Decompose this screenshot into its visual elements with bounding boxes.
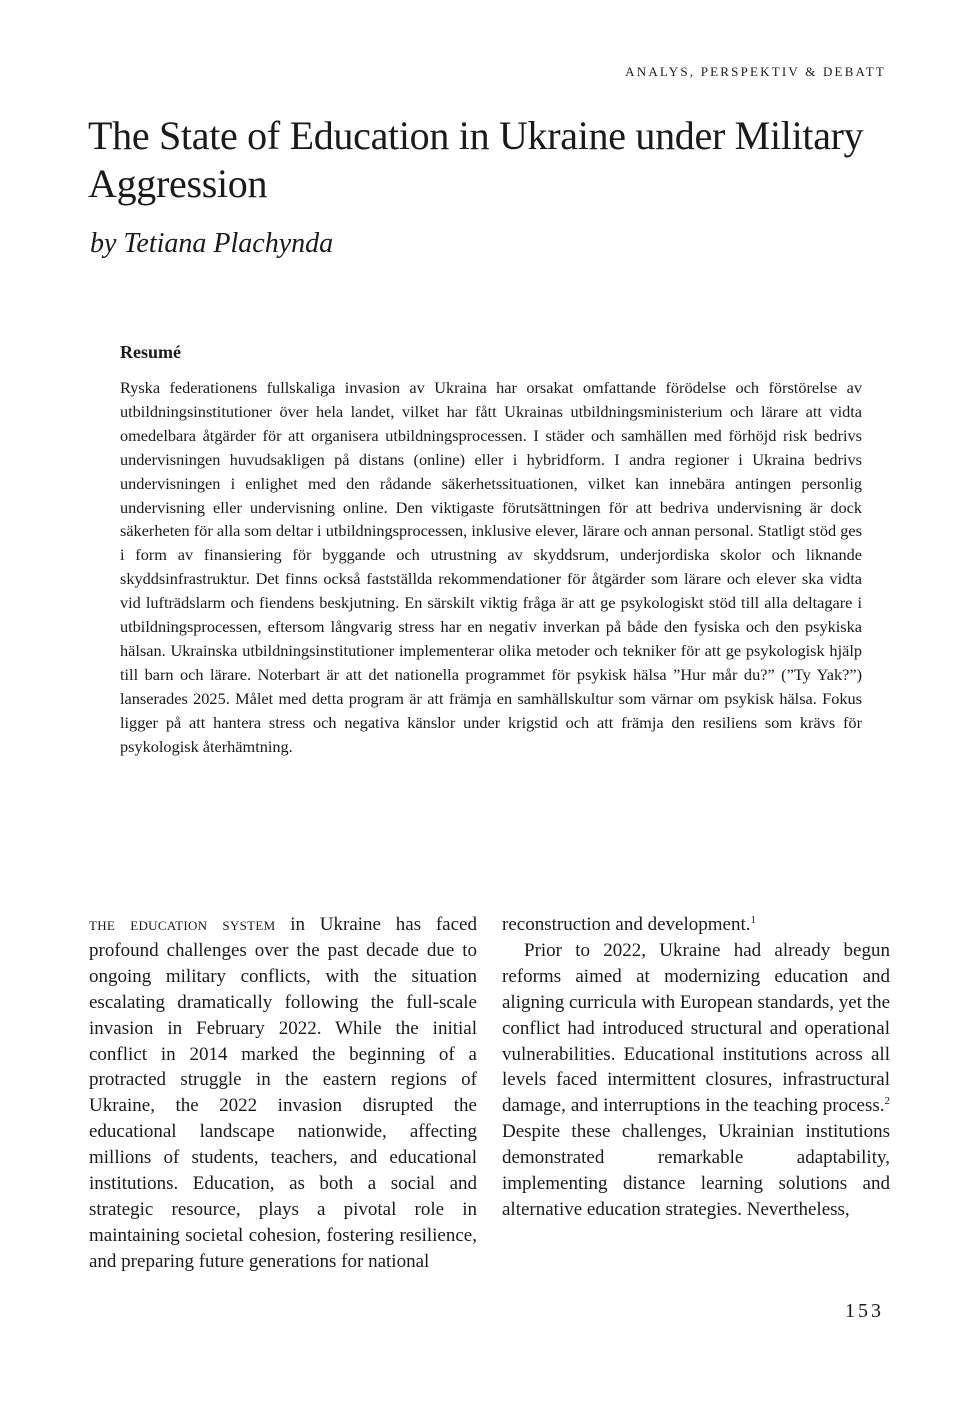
article-title: The State of Education in Ukraine under Military Aggression	[88, 113, 864, 206]
abstract-heading: Resumé	[120, 342, 181, 362]
abstract-text: Ryska federationens fullskaliga invasion av Ukraina har orsakat omfattande förödelse och förstörelse av utbildningsinstitutioner över hela landet, vilket har fått Ukrainas utbildningsministerium och lärare att vidta omedelbara åtgärder för att organisera utbildningsprocessen. I städer och samhällen med förhöjd risk bedrivs undervisningen huvudsakligen på distans (online) eller i hybridform. I andra regioner i Ukraina bedrivs undervisningen i enlighet med den rådande säkerhetssituationen, vilket kan innebära antingen personlig undervisning eller undervisning online. Den viktigaste förutsättningen för att bedriva undervisning är dock säkerheten för alla som deltar i utbildningsprocessen, inklusive elever, lärare och annan personal. Statligt stöd ges i form av finansiering för byggande och utrustning av skyddsrum, underjordiska skolor och liknande skyddsinfrastruktur. Det finns också fastställda rekommendationer för åtgärder som lärare och elever ska vidta vid lufträdslarm och fiendens beskjutning. En särskilt viktig fråga är att ge psykologiskt stöd till alla deltagare i utbildningsprocessen, eftersom långvarig stress har en negativ inverkan på både den fysiska och den psykiska hälsan. Ukrainska utbildningsinstitutioner implementerar olika metoder och tekniker för att ge psykologisk hjälp till barn och lärare. Noterbart är att det nationella programmet för psykisk hälsa ”Hur mår du?” (”Ty Yak?”) lanserades 2025. Målet med detta program är att främja en samhällskultur som värnar om psykisk hälsa. Fokus ligger på att hantera stress och negativa känslor under krigstid och att främja den resiliens som krävs för psykologisk återhämtning.	[120, 378, 862, 756]
lead-in-smallcaps: the education system	[89, 914, 276, 935]
section-label: ANALYS, PERSPEKTIV & DEBATT	[625, 64, 886, 79]
paragraph-text: Prior to 2022, Ukraine had already begun reforms aimed at modernizing education and aligning curricula with European standards, yet the conflict had introduced structural and operational vulnerabilities. Educational institutions across all levels faced intermittent closures, infrastructural damage, and interruptions in the teaching process.	[502, 939, 890, 1117]
footnote-ref[interactable]: 2	[884, 1095, 890, 1108]
paragraph-text: reconstruction and development.	[502, 914, 751, 935]
body-paragraph-continued	[502, 912, 890, 938]
abstract	[120, 342, 862, 759]
paragraph-text: in Ukraine has faced profound challenges over the past decade due to ongoing military conflicts, with the situation escalating dramatically following the full-scale invasion in February 2022. While the initial conflict in 2014 marked the beginning of a protracted struggle in the eastern regions of Ukraine, the 2022 invasion disrupted the educational landscape nationwide, affecting millions of students, teachers, and educational institutions. Education, as both a social and strategic resource, plays a pivotal role in maintaining societal cohesion, fostering resilience, and preparing future generations for national	[89, 914, 477, 1272]
body-column-left	[89, 912, 477, 1275]
page-number: 153	[845, 1300, 884, 1322]
body-column-right	[502, 912, 890, 1223]
footnote-ref[interactable]: 1	[750, 914, 757, 926]
body-paragraph	[502, 938, 890, 1223]
body-paragraph	[89, 912, 477, 1275]
paragraph-text: Despite these challenges, Ukrainian institutions demonstrated remarkable adaptability, implementing distance learning solutions and alternative education strategies. Nevertheless,	[502, 1121, 890, 1220]
article-byline: by Tetiana Plachynda	[90, 228, 334, 259]
